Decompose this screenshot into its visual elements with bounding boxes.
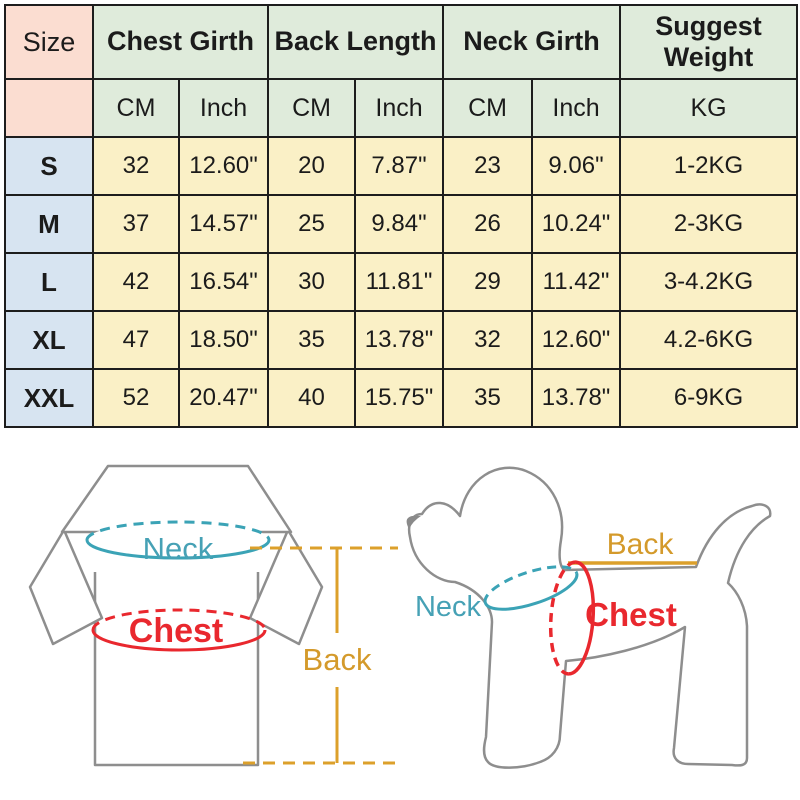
- header-neck-girth: Neck Girth: [443, 5, 620, 79]
- value-cell: 6-9KG: [620, 369, 797, 427]
- header-back-length: Back Length: [268, 5, 443, 79]
- shirt-measure-diagram: [0, 440, 400, 800]
- size-cell: XL: [5, 311, 93, 369]
- header-chest-girth: Chest Girth: [93, 5, 268, 79]
- value-cell: 13.78": [532, 369, 620, 427]
- header-row: [5, 5, 797, 79]
- table-row-m: [5, 195, 797, 253]
- size-chart-table: [4, 4, 798, 428]
- table-row-s: [5, 137, 797, 195]
- table-row-xxl: [5, 369, 797, 427]
- value-cell: 29: [443, 253, 532, 311]
- shirt-body-outline: [95, 572, 258, 765]
- shirt-chest-label: Chest: [128, 612, 224, 650]
- value-cell: 52: [93, 369, 179, 427]
- value-cell: 20: [268, 137, 355, 195]
- dog-back-label: Back: [606, 528, 674, 561]
- value-cell: 9.06": [532, 137, 620, 195]
- subheader-empty: [5, 79, 93, 137]
- value-cell: 26: [443, 195, 532, 253]
- table-row-xl: [5, 311, 797, 369]
- value-cell: 42: [93, 253, 179, 311]
- value-cell: 35: [268, 311, 355, 369]
- value-cell: 11.42": [532, 253, 620, 311]
- value-cell: 40: [268, 369, 355, 427]
- value-cell: 30: [268, 253, 355, 311]
- value-cell: 32: [93, 137, 179, 195]
- subheader-cm: CM: [268, 79, 355, 137]
- subheader-kg: KG: [620, 79, 797, 137]
- subheader-cm: CM: [443, 79, 532, 137]
- subheader-cm: CM: [93, 79, 179, 137]
- value-cell: 1-2KG: [620, 137, 797, 195]
- table-row-l: [5, 253, 797, 311]
- value-cell: 25: [268, 195, 355, 253]
- value-cell: 3-4.2KG: [620, 253, 797, 311]
- value-cell: 23: [443, 137, 532, 195]
- value-cell: 47: [93, 311, 179, 369]
- value-cell: 35: [443, 369, 532, 427]
- size-cell: S: [5, 137, 93, 195]
- subheader-inch: Inch: [532, 79, 620, 137]
- dog-chest-label: Chest: [585, 596, 677, 633]
- value-cell: 14.57": [179, 195, 268, 253]
- header-suggest-weight: Suggest Weight: [620, 5, 797, 79]
- value-cell: 4.2-6KG: [620, 311, 797, 369]
- value-cell: 20.47": [179, 369, 268, 427]
- value-cell: 18.50": [179, 311, 268, 369]
- value-cell: 12.60": [179, 137, 268, 195]
- dog-measure-diagram: [400, 440, 800, 800]
- value-cell: 9.84": [355, 195, 443, 253]
- value-cell: 2-3KG: [620, 195, 797, 253]
- value-cell: 11.81": [355, 253, 443, 311]
- value-cell: 7.87": [355, 137, 443, 195]
- shirt-neck-label: Neck: [142, 531, 214, 566]
- value-cell: 10.24": [532, 195, 620, 253]
- subheader-row: [5, 79, 797, 137]
- value-cell: 12.60": [532, 311, 620, 369]
- size-cell: M: [5, 195, 93, 253]
- size-cell: L: [5, 253, 93, 311]
- subheader-inch: Inch: [179, 79, 268, 137]
- shirt-back-label: Back: [302, 642, 372, 677]
- subheader-inch: Inch: [355, 79, 443, 137]
- header-size: Size: [5, 5, 93, 79]
- value-cell: 32: [443, 311, 532, 369]
- size-cell: XXL: [5, 369, 93, 427]
- value-cell: 16.54": [179, 253, 268, 311]
- value-cell: 37: [93, 195, 179, 253]
- dog-neck-label: Neck: [414, 591, 482, 623]
- value-cell: 13.78": [355, 311, 443, 369]
- value-cell: 15.75": [355, 369, 443, 427]
